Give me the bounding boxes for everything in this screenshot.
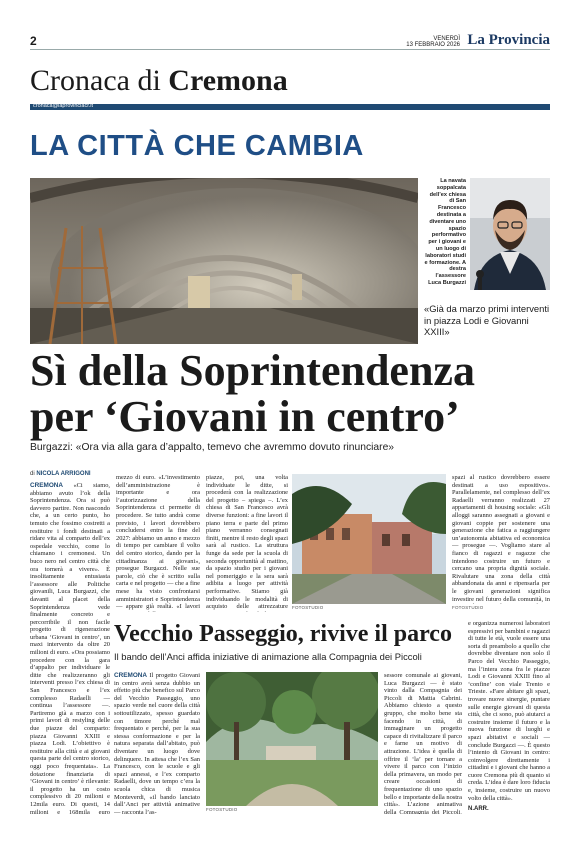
section-city: Cremona <box>168 64 288 97</box>
article1-col2-text: mezzo di euro. «L’investimento dell’amministrazione è importante e ora l’autorizzazione della Soprintendenza ci permette di procedere. Se tutto andrà come previsto, i lavori dovrebbero concludersi entro la fine del 2027: abbiamo un anno e mezzo di tempo per cambiare il volto del centro storico, dando per la cittadinanza ai giovani», prosegue Burgazzi. Nelle sue parole, ciò che è scritto sulla carta e nel progetto — che a fine mese ha visto confrontarsi amministratori e Soprintendenza — appare già realtà. «I lavori <box>116 474 200 611</box>
main-headline-line1: Sì della Soprintendenza <box>30 346 475 395</box>
byline <box>30 471 91 477</box>
ex-complex-photo-credit: FOTOSTUDIO <box>292 605 324 610</box>
pull-quote: «Già da marzo primi interventi in piazza Lodi e Giovanni XXIII» <box>424 303 550 337</box>
article1-column-1 <box>30 482 110 814</box>
article1-column-4 <box>452 474 550 604</box>
article1-column-3 <box>206 474 288 612</box>
article1-dateline: CREMONA <box>30 482 64 489</box>
park-subheadline: Il bando dell’Anci affida iniziative di animazione alla Compagnia dei Piccoli <box>114 651 422 662</box>
article2-col1-text: Il progetto Giovani in centro avrà senza dubbio un effetto più che benefico sul Parco del Vecchio Passeggio, uno spazio verde nel cuore della città sottoutilizzato, spesso guardato con timore perché mal frequentato e perché, per la sua stessa conformazione e per la natura separata dall’abitato, può diventare un luogo dove delinquere. In attesa che l’ex San Francesco, con le scuole e gli spazi annessi, e l’ex comparto Radaelli, dove un tempo c’era la scuola chica di musica Monteverdi, «il bando lanciato dall’Anci per attività animative — racconta l’as- <box>114 672 200 814</box>
article1-col4-text: spazi al rustico dovrebbero essere destinati a uso espositivo». Parallelamente, nel complesso dell’ex Radaelli verranno realizzati 27 appartamenti di housing sociale: «Gli alloggi saranno assegnati a giovani e giovani coppie per sostenere una generazione che fatica a raggiungere un’autonomia abitativa ed economica — prosegue —. Vogliamo stare al fianco di ragazzi e ragazze che intendono costruire un futuro e cercano una propria dignità sociale. Rivalutare una zona della città abbandonata da anni e ripensarla per le giovani generazioni significa investire nel futuro della comunità, in <box>452 474 550 603</box>
newspaper-logo: La Provincia <box>467 32 550 48</box>
nave-photo-illustration <box>30 178 418 344</box>
main-headline <box>30 348 550 440</box>
section-title <box>30 64 288 98</box>
article2-column-2 <box>384 672 462 814</box>
article2-col2-text: sessore comunale ai giovani, Luca Burgazzi — è stato vinto dalla Compagnia dei Piccoli di Mattia Cabrini. Abbiamo chiesto a questo gruppo, che molto bene sta facendo in città, di immaginare un progetto capace di rivitalizzare il parco e farne un motivo di attrazione. L’idea è quella di offrire il ‘la’ per tornare a vivere il parco con l’inizio della primavera, un modo per creare occasioni di frequentazione di uno spazio bello e importante della nostra città». L’azione animativa della Compagnia dei Piccoli, <box>384 672 462 814</box>
park-photo-illustration <box>206 672 378 806</box>
article1-col3-text: piazze, poi, una volta individuate le ditte, si procederà con la realizzazione del progetto – spiega –. L’ex chiesa di San Francesco avrà diverse funzioni: a fine lavori il piano terra e parte del primo piano verranno consegnati finiti, mentre il resto degli spazi sarà al rustico. La struttura funge da sede per la scuola di seconda opportunità al mattino, da spazio studio per i giovani nel pomeriggio e la sera sarà adibita a luogo per attività performative. Stiamo già individuando le modalità di acquisto delle attrezzature <box>206 474 288 611</box>
section-prefix: Cronaca di <box>30 64 161 97</box>
byline-author: NICOLA ARRIGONI <box>36 471 91 477</box>
main-subheadline: Burgazzi: «Ora via alla gara d’appalto, temevo che avremmo dovuto rinunciare» <box>30 442 395 453</box>
page-header <box>30 34 550 50</box>
ex-complex-photo-illustration <box>292 474 446 604</box>
park-photo <box>206 672 378 812</box>
assessor-portrait-illustration <box>470 178 550 290</box>
article1-col1-text: «Ci siamo, abbiamo avuto l’ok della Soprintendenza. Ora si può davvero partire. Non nascondo che, a un certo punto, ho temuto che fossimo costretti a restituire i fondi destinati a ridare vita al comparto dell’ex ospedale vecchio, come lo chiamano i cremonesi. Un buco nero nel centro città che ora tornerà a vivere». È insolitamente entusiasta l’assessore alle Politiche giovanili, Luca Burgazzi, che davanti al placet della Soprintendenza vede finalmente concreto e percorribile il non facile progetto di rigenerazione urbana ‘Giovani in centro’, un maxi intervento da oltre 20 milioni di euro. «Ora possiamo procedere con la gara d’appalto per individuare le ditte che realizzeranno gli interventi presso l’ex chiesa di San Francesco e l’ex complesso Radaelli — continua l’assessore —. Partiremo già a marzo con i primi lavori di restyling delle due piazze del comparto: piazza Giovanni XXIII e piazza Lodi. L’obiettivo è restituire alla città e ai giovani questa parte del centro storico, oggi poco frequentata». La dotazione finanziaria di ‘Giovani in centro’ è rilevante: il progetto ha un costo complessivo di 20 milioni e 12mila euro. Di questi, 14 milioni e 168mila euro <box>30 482 110 814</box>
article2-column-1 <box>114 672 200 814</box>
article1-column-2 <box>116 474 200 612</box>
section-email: cronaca@laprovinciacr.it <box>33 103 93 109</box>
ex-complex-photo <box>292 474 446 610</box>
article2-column-3 <box>468 620 550 806</box>
park-headline: Vecchio Passeggio, rivive il parco <box>114 621 452 647</box>
page-number: 2 <box>30 34 37 48</box>
issue-date <box>406 36 460 48</box>
park-photo-credit: FOTOSTUDIO <box>206 807 238 812</box>
byline-prefix: di <box>30 471 35 477</box>
kicker-title: LA CITTÀ CHE CAMBIA <box>30 130 364 162</box>
nave-photo <box>30 178 418 344</box>
article1-photo-credit: FOTOSTUDIO <box>452 605 484 610</box>
article2-signature: N.ARR. <box>468 806 489 812</box>
main-headline-line2: per ‘Giovani in centro’ <box>30 392 460 441</box>
article2-col3-text: e organizza numerosi laboratori espressivi per bambini e ragazzi di tutte le età, vuole essere una sorta di preambolo a quello che dovrebbe diventare non solo il Parco del Vecchio Passeggio, ma l’intera zona fra le piazze Lodi e Giovanni XXIII fino al ‘confine’ con viale Trento e Trieste. «Fare abitare gli spazi, trovare nuove sinergie, puntare sulle energie giovani di questa città, che ci sono, può aiutarci a costruire insieme il futuro e la nuova funzione di luoghi e spazi abitativi e sociali — conclude Burgazzi —. È questo l’intento di Giovani in centro: coinvolgere direttamente i cittadini e i giovani che hanno a cuore Cremona più di quanto si creda. L’idea è dare loro fiducia e, insieme, costruire un nuovo volto della città». <box>468 620 550 802</box>
article2-dateline: CREMONA <box>114 672 148 679</box>
issue-date-text: 13 FEBBRAIO 2026 <box>406 42 460 48</box>
assessor-portrait <box>470 178 550 290</box>
section-rule <box>30 104 550 110</box>
photo-caption: La navata soppalcata dell’ex chiesa di San Francesco destinata a diventare uno spazio performativo per i giovani e un luogo di laboratori studi e formazione. A destra l’assessore Luca Burgazzi <box>424 178 466 286</box>
issue-weekday: VENERDÌ <box>433 36 460 42</box>
